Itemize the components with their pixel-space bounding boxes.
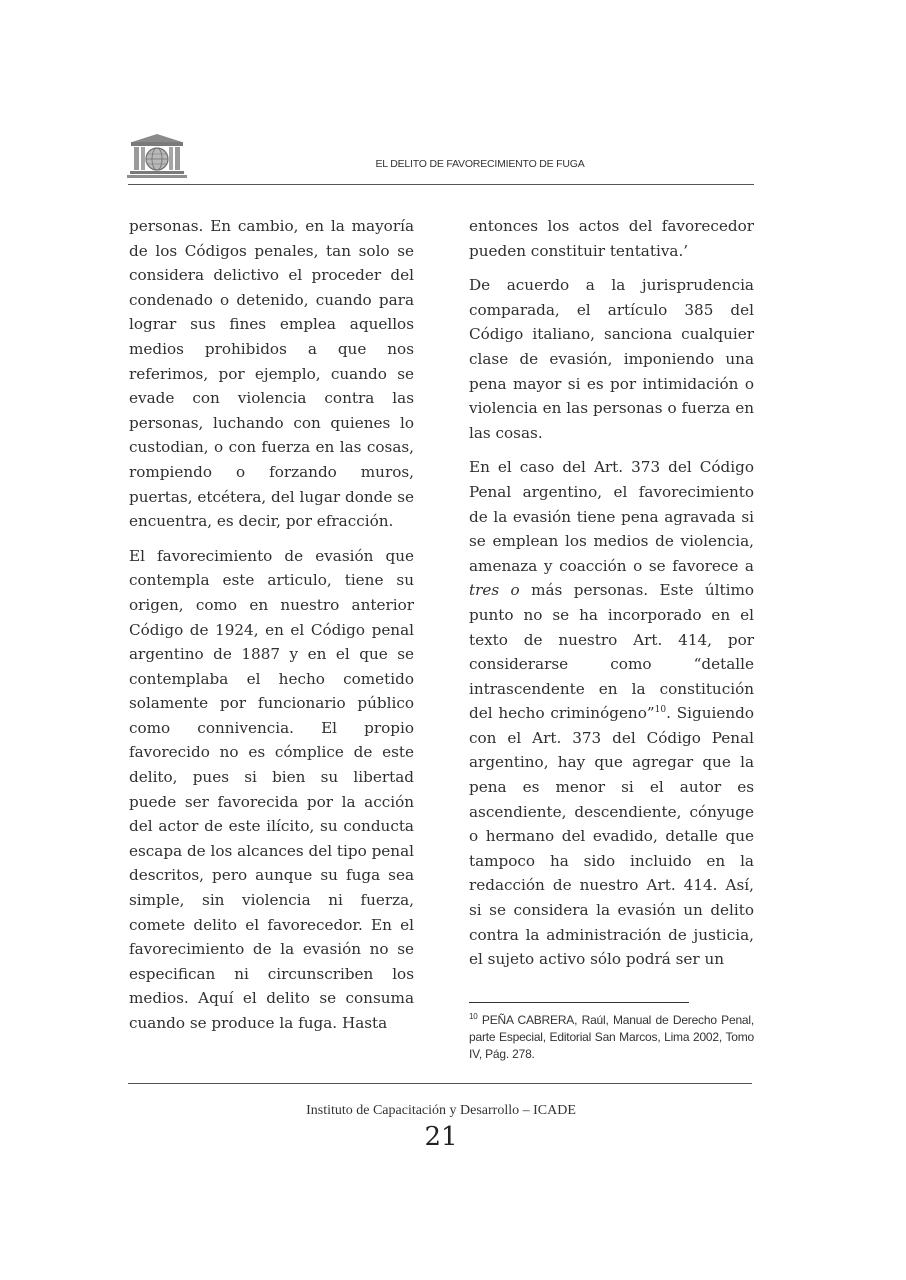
page-number: 21 — [424, 1122, 458, 1152]
paragraph-3-text-a: En el caso del Art. 373 del Código Penal argentino, el favorecimiento de la evasión tiene pena agravada si se emplean los medios de violencia, amenaza y coacción o se favorece a — [469, 458, 754, 575]
footnote-reference[interactable]: 10 — [654, 705, 667, 716]
institution-logo-icon — [126, 132, 188, 180]
paragraph-3-text-c: . Siguiendo con el Art. 373 del Código Penal argentino, hay que agregar que la pena es menor si el autor es ascendiente, descendiente, cónyuge o hermano del evadido, detalle que tampoco ha sido incluido en la redacción de nuestro Art. 414. Así, si se considera la evasión un delito contra la administración de justicia, el sujeto activo sólo podrá ser un — [469, 704, 754, 969]
paragraph-3-text-b: más personas. Este último punto no se ha incorporado en el texto de nuestro Art. 414, por considerarse como “detalle intrascendente en la constitución del hecho criminógeno” — [469, 581, 755, 723]
footnote-number: 10 — [469, 1012, 478, 1021]
footnote-divider — [469, 1002, 689, 1003]
left-text-column — [129, 214, 414, 1036]
right-text-column — [469, 214, 754, 972]
footer-divider — [128, 1083, 752, 1084]
footnote-text: PEÑA CABRERA, Raúl, Manual de Derecho Penal, parte Especial, Editorial San Marcos, Lima 2002, Tomo IV, Pág. 278. — [469, 1013, 755, 1061]
right-paragraph-1: entonces los actos del favorecedor pueden constituir tentativa.’ — [469, 217, 754, 260]
footer-institution: Instituto de Capacitación y Desarrollo – ICADE — [306, 1103, 576, 1118]
running-header-title: EL DELITO DE FAVORECIMIENTO DE FUGA — [375, 158, 585, 170]
header-divider — [128, 184, 754, 185]
paragraph-3-italic: tres o — [469, 581, 520, 600]
left-paragraph-2: El favorecimiento de evasión que contempla este articulo, tiene su origen, como en nuestro anterior Código de 1924, en el Código penal argentino de 1887 y en el que se contemplaba el hecho cometido solamente por funcionario público como connivencia. El propio favorecido no es cómplice de este delito, pues si bien su libertad puede ser favorecida por la acción del actor de este ilícito, su conducta escapa de los alcances del tipo penal descritos, pero aunque su fuga sea simple, sin violencia ni fuerza, comete delito el favorecedor. En el favorecimiento de la evasión no se especifican ni circunscriben los medios. Aquí el delito se consuma cuando se produce la fuga. Hasta — [129, 546, 414, 1032]
footnote — [469, 1012, 754, 1063]
right-paragraph-3 — [469, 455, 754, 971]
right-paragraph-2: De acuerdo a la jurisprudencia comparada, el artículo 385 del Código italiano, sanciona cualquier clase de evasión, imponiendo una pena mayor si es por intimidación o violencia en las personas o fuerza en las cosas. — [469, 276, 754, 442]
left-paragraph-1: personas. En cambio, en la mayoría de los Códigos penales, tan solo se considera delictivo el proceder del condenado o detenido, cuando para lograr sus fines emplea aquellos medios prohibidos a que nos referimos, por ejemplo, cuando se evade con violencia contra las personas, luchando con quienes lo custodian, o con fuerza en las cosas, rompiendo o forzando muros, puertas, etcétera, del lugar donde se encuentra, es decir, por efracción. — [129, 217, 414, 531]
